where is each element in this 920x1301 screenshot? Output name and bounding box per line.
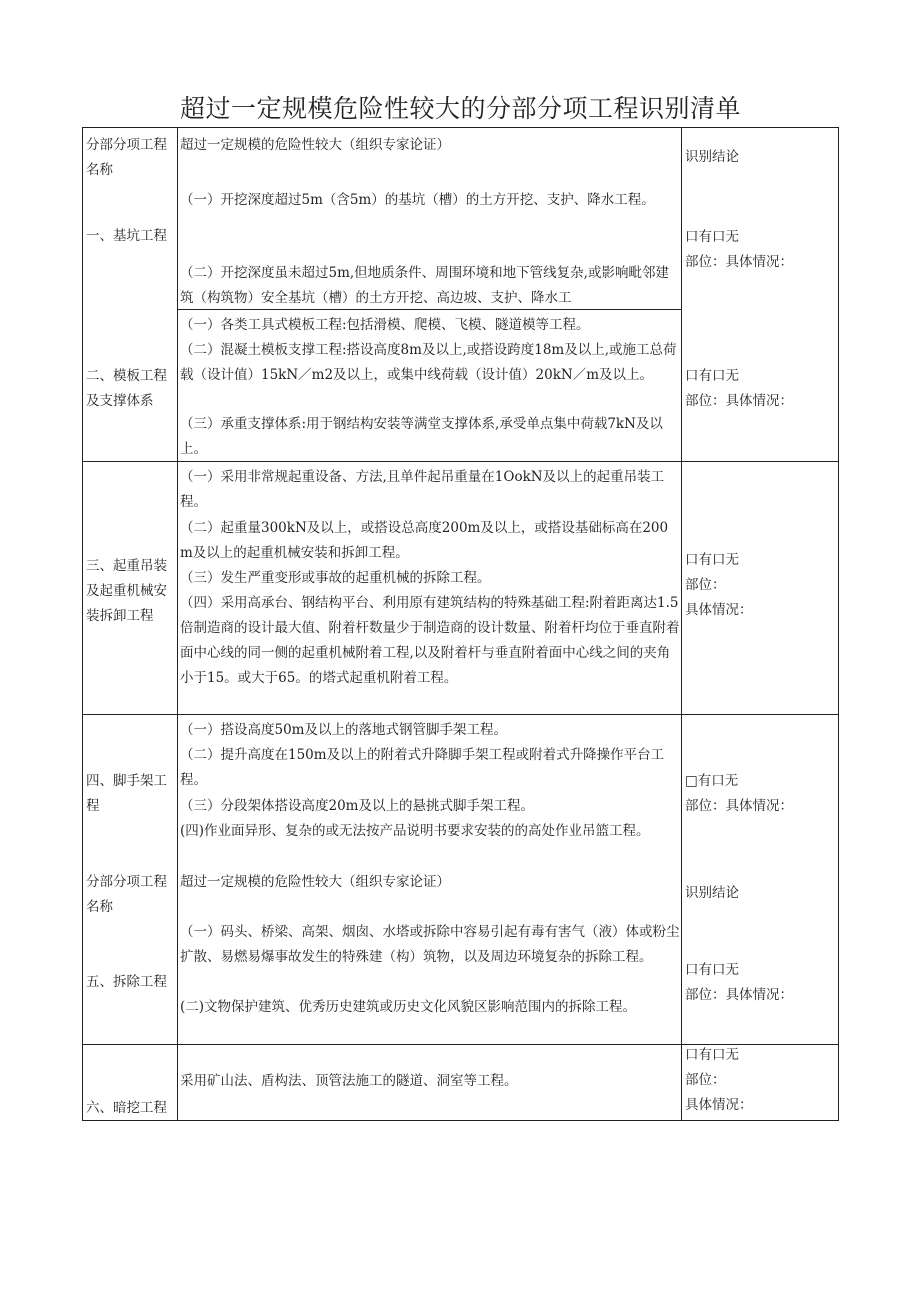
section-name: 五、拆除工程 (86, 974, 167, 990)
section-name: 六、暗挖工程 (86, 1100, 167, 1116)
conclusion-location: 部位：具体情况： (685, 798, 793, 814)
section-item: （三）发生严重变形或事故的起重机械的拆除工程。 (180, 570, 491, 586)
section-item: （二）提升高度在150m及以上的附着式升降脚手架工程或附着式升降操作平台工程。 (180, 747, 665, 788)
conclusion-cell (685, 769, 835, 819)
header-col-conclusion: 识别结论 (685, 885, 739, 901)
conclusion-checkbox-text: 口有口无 (685, 1047, 739, 1063)
section-item: 采用矿山法、盾构法、顶管法施工的隧道、洞室等工程。 (180, 1073, 518, 1089)
conclusion-cell (685, 1043, 835, 1118)
section-item: （三）承重支撑体系:用于钢结构安装等满堂支撑体系,承受单点集中荷载7kN及以上。 (180, 416, 663, 457)
column-divider (177, 127, 178, 1121)
section-item: (四)作业面异形、复杂的或无法按产品说明书要求安装的的高处作业吊篮工程。 (180, 823, 650, 839)
row-divider (82, 714, 839, 715)
conclusion-checkbox-text: 口有口无 (685, 229, 739, 245)
conclusion-checkbox-text: □有口无 (685, 773, 739, 789)
conclusion-location: 部位：具体情况： (685, 254, 793, 270)
section-item: （一）采用非常规起重设备、方法,且单件起吊重量在1OokN及以上的起重吊装工程。 (180, 469, 665, 510)
column-divider (681, 127, 682, 1121)
conclusion-details: 具体情况： (685, 1097, 753, 1113)
conclusion-cell (685, 958, 835, 1008)
section-item: （二）开挖深度虽未超过5m,但地质条件、周围环境和地下管线复杂,或影响毗邻建筑（构筑物）安全基坑（槽）的土方开挖、高边坡、支护、降水工 (180, 265, 669, 306)
section-item: （二）起重量300kN及以上，或搭设总高度200m及以上，或搭设基础标高在200m及以上的起重机械安装和拆卸工程。 (180, 520, 669, 561)
section-item: （二）混凝土模板支撑工程:搭设高度8m及以上,或搭设跨度18m及以上,或施工总荷载（设计值）15kN／m2及以上，或集中线荷载（设计值）20kN／m及以上。 (180, 342, 677, 383)
section-name: 二、模板工程及支撑体系 (86, 368, 167, 409)
conclusion-location: 部位： (685, 577, 726, 593)
conclusion-cell (685, 225, 835, 275)
row-divider (177, 309, 682, 310)
conclusion-cell (685, 548, 835, 623)
section-name: 四、脚手架工程 (86, 773, 167, 814)
section-item: （一）搭设高度50m及以上的落地式钢管脚手架工程。 (180, 722, 507, 738)
section-item: （四）采用高承台、钢结构平台、利用原有建筑结构的特殊基础工程:附着距离达1.5倍制造商的设计最大值、附着杆数量少于制造商的设计数量、附着杆均位于垂直附着面中心线的同一侧的起重机械附着工程,以及附着杆与垂直附着面中心线之间的夹角小于15。或大于65。的塔式起重机附着工程。 (180, 595, 680, 686)
conclusion-location: 部位：具体情况： (685, 393, 793, 409)
header-col-criteria: 超过一定规模的危险性较大（组织专家论证） (180, 137, 450, 153)
section-item: (二)文物保护建筑、优秀历史建筑或历史文化风貌区影响范围内的拆除工程。 (180, 999, 637, 1015)
section-item: （一）开挖深度超过5m（含5m）的基坑（槽）的土方开挖、支护、降水工程。 (180, 192, 655, 208)
section-item: （一）码头、桥梁、高架、烟囱、水塔或拆除中容易引起有毒有害气（液）体或粉尘扩散、易燃易爆事故发生的特殊建（构）筑物，以及周边环境复杂的拆除工程。 (180, 924, 680, 965)
conclusion-checkbox-text: 口有口无 (685, 368, 739, 384)
header-col-name: 分部分项工程名称 (86, 874, 167, 915)
conclusion-details: 具体情况： (685, 602, 753, 618)
header-col-criteria: 超过一定规模的危险性较大（组织专家论证） (180, 874, 450, 890)
conclusion-location: 部位：具体情况： (685, 987, 793, 1003)
header-col-name: 分部分项工程名称 (86, 137, 167, 178)
page-title: 超过一定规模危险性较大的分部分项工程识别清单 (179, 94, 741, 123)
conclusion-checkbox-text: 口有口无 (685, 962, 739, 978)
conclusion-location: 部位： (685, 1072, 726, 1088)
conclusion-checkbox-text: 口有口无 (685, 552, 739, 568)
conclusion-cell (685, 364, 835, 414)
section-name: 一、基坑工程 (86, 228, 167, 244)
section-item: （一）各类工具式模板工程:包括滑模、爬模、飞模、隧道模等工程。 (180, 317, 590, 333)
section-name: 三、起重吊装及起重机械安装拆卸工程 (86, 558, 167, 624)
section-item: （三）分段架体搭设高度20m及以上的悬挑式脚手架工程。 (180, 798, 534, 814)
header-col-conclusion: 识别结论 (685, 149, 739, 165)
